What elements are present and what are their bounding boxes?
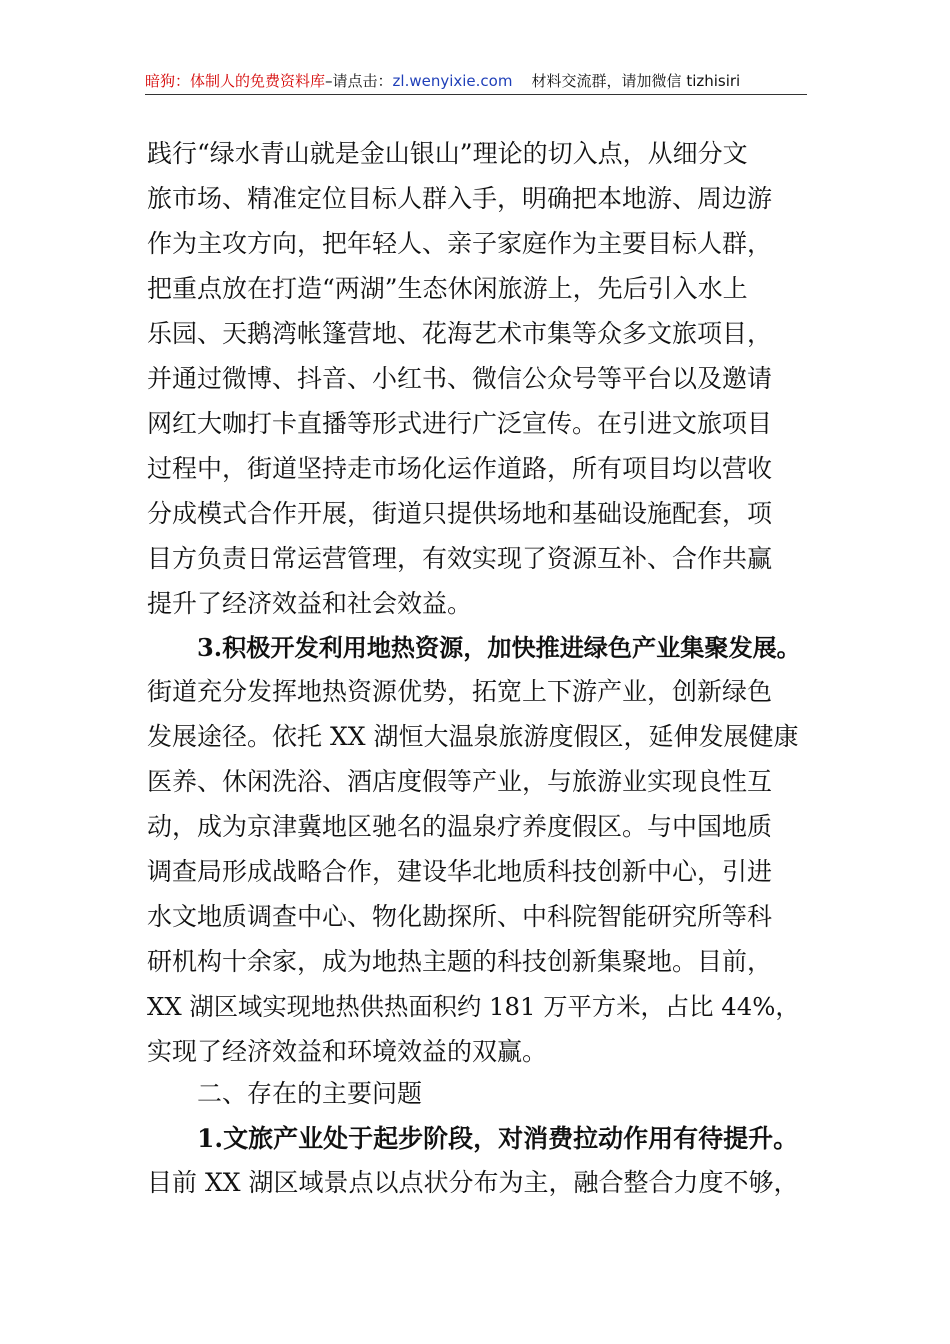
- paragraph-line: 旅市场、精准定位目标人群入手，明确把本地游、周边游: [147, 184, 773, 213]
- paragraph-line: 医养、休闲洗浴、酒店度假等产业，与旅游业实现良性互: [147, 767, 773, 796]
- paragraph-line: 分成模式合作开展，街道只提供场地和基础设施配套，项: [147, 499, 773, 528]
- header-divider: [145, 94, 807, 95]
- paragraph-line: 水文地质调查中心、物化勘探所、中科院智能研究所等科: [147, 902, 773, 931]
- paragraph-line: 作为主攻方向，把年轻人、亲子家庭作为主要目标人群，: [147, 229, 773, 258]
- paragraph-line: 把重点放在打造“两湖”生态休闲旅游上，先后引入水上: [147, 274, 748, 303]
- page-header: [145, 70, 807, 96]
- paragraph-line: 目方负责日常运营管理，有效实现了资源互补、合作共赢: [147, 544, 773, 573]
- paragraph-line: XX 湖区域实现地热供热面积约 181 万平方米，占比 44%，: [147, 992, 800, 1021]
- header-prompt: –请点击：: [325, 72, 393, 90]
- paragraph-line: 研机构十余家，成为地热主题的科技创新集聚地。目前，: [147, 947, 773, 976]
- paragraph-line: 动，成为京津冀地区驰名的温泉疗养度假区。与中国地质: [147, 812, 773, 841]
- header-url-link[interactable]: zl.wenyixie.com: [392, 72, 513, 90]
- point-1-title: 1.文旅产业处于起步阶段，对消费拉动作用有待提升。: [197, 1124, 799, 1153]
- header-group-note: 材料交流群，请加微信 tizhisiri: [531, 72, 741, 90]
- paragraph-line: 提升了经济效益和社会效益。: [147, 589, 473, 618]
- paragraph-line: 乐园、天鹅湾帐篷营地、花海艺术市集等众多文旅项目，: [147, 319, 773, 348]
- paragraph-line: 实现了经济效益和环境效益的双赢。: [147, 1037, 548, 1066]
- paragraph-line: 目前 XX 湖区域景点以点状分布为主，融合整合力度不够，: [147, 1168, 799, 1197]
- paragraph-line: 网红大咖打卡直播等形式进行广泛宣传。在引进文旅项目: [147, 409, 773, 438]
- paragraph-line: 调查局形成战略合作，建设华北地质科技创新中心，引进: [147, 857, 773, 886]
- paragraph-line: 过程中，街道坚持走市场化运作道路，所有项目均以营收: [147, 454, 773, 483]
- point-3-title: 3.积极开发利用地热资源，加快推进绿色产业集聚发展。: [197, 633, 801, 662]
- paragraph-line: 践行“绿水青山就是金山银山”理论的切入点，从细分文: [147, 139, 748, 168]
- paragraph-line: 发展途径。依托 XX 湖恒大温泉旅游度假区，延伸发展健康: [147, 722, 799, 751]
- paragraph-line: 并通过微博、抖音、小红书、微信公众号等平台以及邀请: [147, 364, 773, 393]
- paragraph-line: 街道充分发挥地热资源优势，拓宽上下游产业，创新绿色: [147, 677, 773, 706]
- header-site-name: 暗狗：体制人的免费资料库: [145, 72, 326, 90]
- section-2-heading: 二、存在的主要问题: [197, 1079, 423, 1108]
